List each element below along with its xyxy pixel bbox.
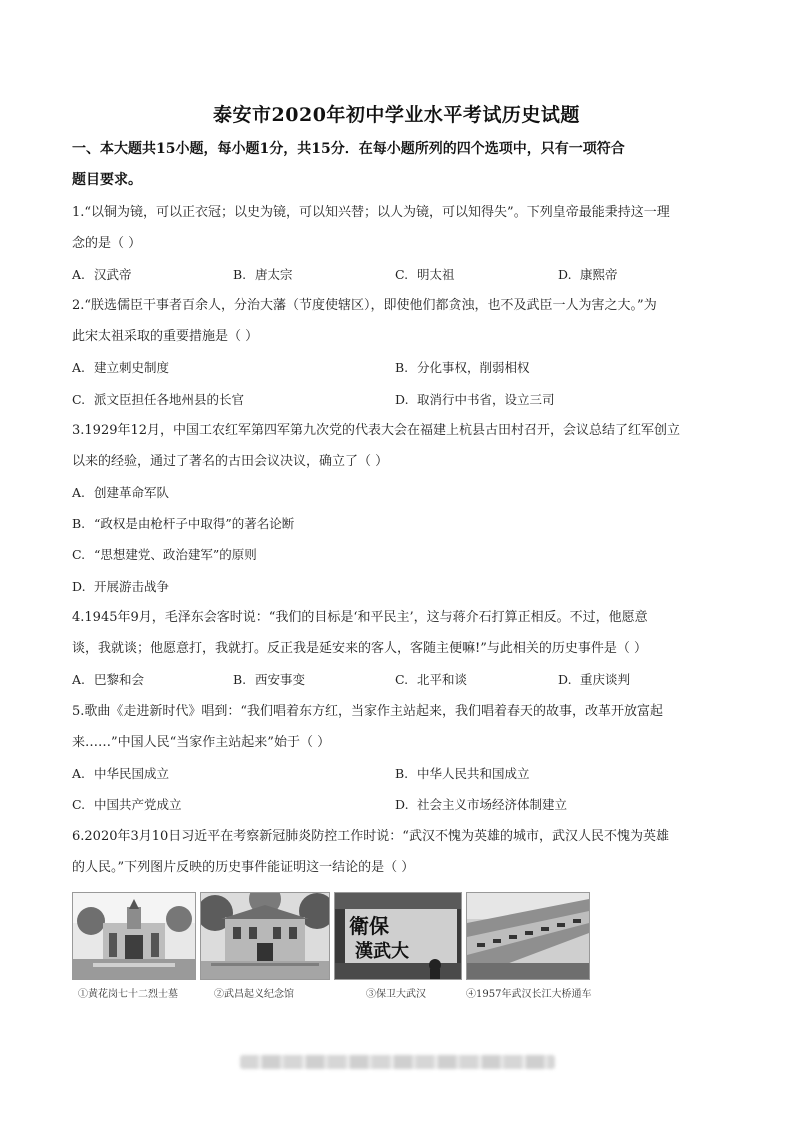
q6-image-4 [466, 892, 590, 980]
q5-stem-line-1: 5.歌曲《走进新时代》唱到：“我们唱着东方红，当家作主站起来，我们唱着春天的故事，改革开放富起 [72, 704, 664, 719]
q2-stem-line-2: 此宋太祖采取的重要措施是（ ） [72, 329, 259, 344]
q4-option-d[interactable]: D. 重庆谈判 [558, 672, 631, 687]
q5-option-c[interactable]: C. 中国共产党成立 [72, 797, 182, 812]
q6-caption-2: ②武昌起义纪念馆 [214, 989, 294, 1000]
q5-option-d[interactable]: D. 社会主义市场经济体制建立 [395, 797, 568, 812]
q1-option-d[interactable]: D. 康熙帝 [558, 267, 618, 282]
q5-option-b[interactable]: B. 中华人民共和国成立 [395, 766, 530, 781]
q1-stem-line-2: 念的是（ ） [72, 236, 142, 251]
yangtze-bridge-image [467, 893, 589, 979]
q6-picture-row [72, 892, 592, 1002]
q5-stem-line-2: 来……”中国人民“当家作主站起来”始于（ ） [72, 735, 331, 750]
q1-stem-line-1: 1.“以铜为镜，可以正衣冠；以史为镜，可以知兴替；以人为镜，可以知得失”。下列皇帝最能秉持这一理 [72, 205, 670, 220]
memorial-image [73, 893, 195, 979]
q2-option-a[interactable]: A. 建立刺史制度 [72, 360, 170, 375]
q6-stem-line-2: 的人民。”下列图片反映的历史事件能证明这一结论的是（ ） [72, 860, 415, 875]
q2-option-b[interactable]: B. 分化事权，削弱相权 [395, 360, 530, 375]
q1-option-a[interactable]: A. 汉武帝 [72, 267, 132, 282]
q3-stem-line-2: 以来的经验，通过了著名的古田会议决议，确立了（ ） [72, 454, 389, 469]
defend-wuhan-image [335, 893, 461, 979]
section-instruction [72, 134, 732, 196]
q5-option-a[interactable]: A. 中华民国成立 [72, 766, 170, 781]
section-line-2: 题目要求。 [72, 172, 142, 188]
q1-option-b[interactable]: B. 唐太宗 [233, 267, 293, 282]
q3-stem-line-1: 3.1929年12月，中国工农红军第四军第九次党的代表大会在福建上杭县古田村召开，会议总结了红军创立 [72, 423, 681, 438]
q3-option-a[interactable]: A. 创建革命军队 [72, 485, 170, 500]
q4-option-c[interactable]: C. 北平和谈 [395, 672, 468, 687]
q2-option-d[interactable]: D. 取消行中书省，设立三司 [395, 392, 555, 407]
page-title: 泰安市2020年初中学业水平考试历史试题 [213, 104, 580, 126]
q6-image-1 [72, 892, 196, 980]
q4-stem-line-1: 4.1945年9月，毛泽东会客时说：“我们的目标是‘和平民主’，这与蒋介石打算正相反。不过，他愿意 [72, 610, 648, 625]
q2-stem-line-1: 2.“朕选儒臣干事者百余人，分治大藩（节度使辖区），即使他们都贪浊，也不及武臣一人为害之大。”为 [72, 298, 657, 313]
q6-image-3 [334, 892, 462, 980]
q3-option-b[interactable]: B. “政权是由枪杆子中取得”的著名论断 [72, 516, 295, 531]
q6-image-2 [200, 892, 330, 980]
memorial-hall-image [201, 893, 329, 979]
q3-option-d[interactable]: D. 开展游击战争 [72, 579, 170, 594]
q4-option-a[interactable]: A. 巴黎和会 [72, 672, 145, 687]
q4-stem-line-2: 谈，我就谈；他愿意打，我就打。反正我是延安来的客人，客随主便嘛!”与此相关的历史事件是（ ） [72, 641, 648, 656]
q6-caption-1: ①黄花岗七十二烈士墓 [78, 989, 178, 1000]
q1-option-c[interactable]: C. 明太祖 [395, 267, 455, 282]
blurred-footer-watermark [240, 1055, 555, 1069]
q6-caption-3: ③保卫大武汉 [366, 989, 426, 1000]
q2-option-c[interactable]: C. 派文臣担任各地州县的长官 [72, 392, 245, 407]
q6-stem-line-1: 6.2020年3月10日习近平在考察新冠肺炎防控工作时说：“武汉不愧为英雄的城市，武汉人民不愧为英雄 [72, 829, 669, 844]
q6-caption-4: ④1957年武汉长江大桥通车 [466, 989, 592, 1000]
q3-option-c[interactable]: C. “思想建党、政治建军”的原则 [72, 547, 257, 562]
q4-option-b[interactable]: B. 西安事变 [233, 672, 306, 687]
sign-text-2: 漢武大 [355, 941, 409, 962]
sign-text-1: 衛保 [349, 914, 389, 938]
section-line-1: 一、本大题共15小题，每小题1分，共15分．在每小题所列的四个选项中，只有一项符合 [72, 141, 625, 157]
